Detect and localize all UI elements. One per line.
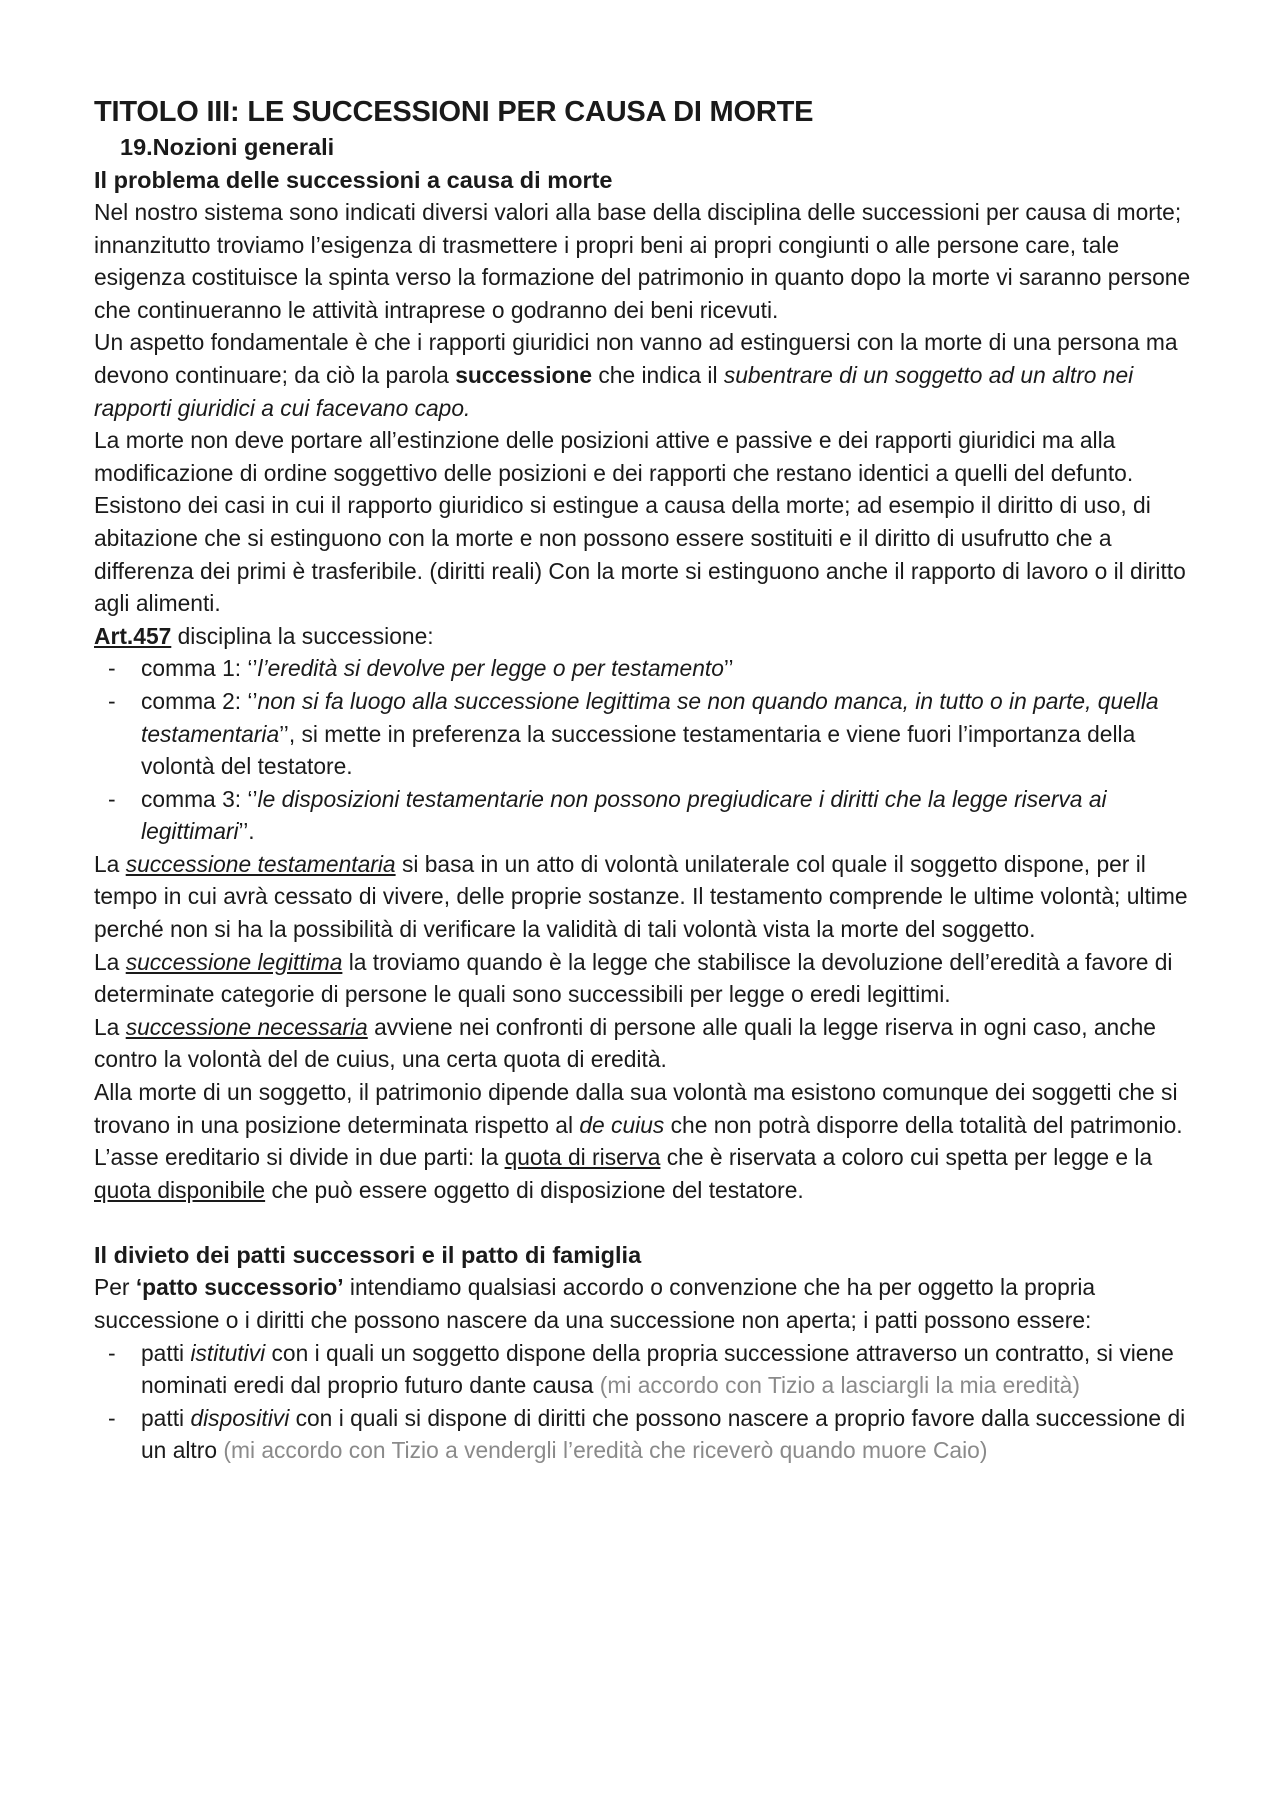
underlined-term: successione necessaria <box>125 1013 368 1040</box>
italic-term: de cuius <box>579 1111 665 1138</box>
section-spacer <box>94 1206 1200 1239</box>
paragraph: Art.457 disciplina la successione: <box>94 622 434 649</box>
paragraph: L’asse ereditario si divide in due parti: la quota di riserva che è riservata a coloro cui spetta per legge e la quota disponibile che può essere oggetto di disposizione del testatore. <box>94 1144 1153 1203</box>
underlined-term: quota di riserva <box>504 1144 661 1171</box>
example-note: (mi accordo con Tizio a vendergli l’eredità che riceverò quando muore Caio) <box>223 1437 988 1464</box>
paragraph: Esistono dei casi in cui il rapporto giuridico si estingue a causa della morte; ad esempio il diritto di uso, di abitazione che si estinguono con la morte e non possono essere sostituiti e il diritto di usufrutto che a differenza dei primi è trasferibile. (diritti reali) Con la morte si estinguono anche il rapporto di lavoro o il diritto agli alimenti. <box>94 492 1186 617</box>
paragraph: La successione legittima la troviamo quando è la legge che stabilisce la devoluzione dell’eredità a favore di determinate categorie di persone le quali sono successibili per legge o eredi legittimi. <box>94 948 1173 1008</box>
article-reference: Art.457 <box>94 622 172 649</box>
paragraph: La morte non deve portare all’estinzione delle posizioni attive e passive e dei rapporti giuridici ma alla modificazione di ordine soggettivo delle posizioni e dei rapporti che restano identici a quelli del defunto. <box>94 427 1134 486</box>
underlined-term: successione testamentaria <box>125 850 396 877</box>
paragraph: Alla morte di un soggetto, il patrimonio dipende dalla sua volontà ma esistono comunque dei soggetti che si trovano in una posizione determinata rispetto al de cuius che non potrà disporre della totalità del patrimonio. <box>94 1079 1183 1138</box>
paragraph: La successione necessaria avviene nei confronti di persone alle quali la legge riserva in ogni caso, anche contro la volontà del de cuius, una certa quota di eredità. <box>94 1013 1156 1073</box>
page-title: TITOLO III: LE SUCCESSIONI PER CAUSA DI MORTE <box>94 96 814 128</box>
bold-term: ‘patto successorio’ <box>135 1274 344 1301</box>
italic-definition: subentrare di un soggetto ad un altro nei rapporti giuridici a cui facevano capo. <box>94 361 1134 421</box>
list-item: - comma 3: ‘’le disposizioni testamentarie non possono pregiudicare i diritti che la legge riserva ai legittimari’’. <box>94 783 1200 848</box>
list-item: - comma 1: ‘’l’eredità si devolve per legge o per testamento’’ <box>94 652 1200 685</box>
chapter-heading: 19.Nozioni generali <box>120 134 335 160</box>
paragraph: La successione testamentaria si basa in un atto di volontà unilaterale col quale il soggetto dispone, per il tempo in cui avrà cessato di vivere, delle proprie sostanze. Il testamento comprende le ultime volontà; ultime perché non si ha la possibilità di verificare la validità di tali volontà vista la morte del soggetto. <box>94 850 1188 943</box>
list-item: - patti dispositivi con i quali si dispone di diritti che possono nascere a proprio favore dalla successione di un altro (mi accordo con Tizio a vendergli l’eredità che riceverò quando muore Caio) <box>94 1402 1200 1467</box>
patti-list <box>94 1337 1200 1467</box>
example-note: (mi accordo con Tizio a lasciargli la mia eredità) <box>599 1372 1080 1399</box>
underlined-term: quota disponibile <box>94 1176 266 1203</box>
list-item: - comma 2: ‘’non si fa luogo alla successione legittima se non quando manca, in tutto o in parte, quella testamentaria’’, si mette in preferenza la successione testamentaria e viene fuori l’importanza della volontà del testatore. <box>94 685 1200 783</box>
paragraph: Per ‘patto successorio’ intendiamo qualsiasi accordo o convenzione che ha per oggetto la propria successione o i diritti che possono nascere da una successione non aperta; i patti possono essere: <box>94 1274 1096 1333</box>
section-heading-problema: Il problema delle successioni a causa di morte <box>94 167 613 193</box>
underlined-term: successione legittima <box>125 948 343 975</box>
paragraph: Nel nostro sistema sono indicati diversi valori alla base della disciplina delle successioni per causa di morte; innanzitutto troviamo l’esigenza di trasmettere i propri beni ai propri congiunti o alle persone care, tale esigenza costituisce la spinta verso la formazione del patrimonio in quanto dopo la morte vi saranno persone che continueranno le attività intraprese o godranno dei beni ricevuti. <box>94 199 1191 323</box>
paragraph: Un aspetto fondamentale è che i rapporti giuridici non vanno ad estinguersi con la morte di una persona ma devono continuare; da ciò la parola successione che indica il subentrare di un soggetto ad un altro nei rapporti giuridici a cui facevano capo. <box>94 329 1178 421</box>
list-item: - patti istitutivi con i quali un soggetto dispone della propria successione attraverso un contratto, si viene nominati eredi dal proprio futuro dante causa (mi accordo con Tizio a lasciargli la mia eredità) <box>94 1337 1200 1402</box>
bold-term: successione <box>455 361 593 388</box>
commi-list <box>94 652 1200 848</box>
section-heading-patti: Il divieto dei patti successori e il patto di famiglia <box>94 1242 642 1269</box>
